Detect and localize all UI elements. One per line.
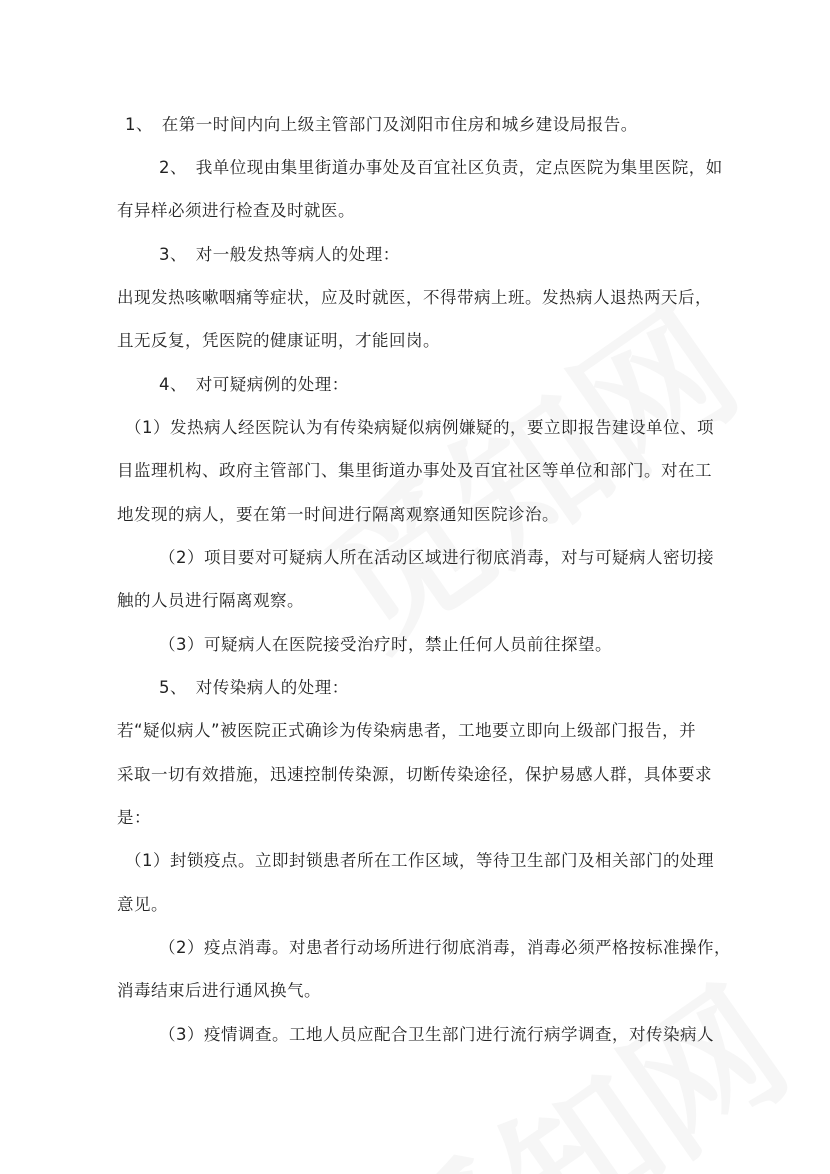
paragraph-line: 且无反复，凭医院的健康证明，才能回岗。 xyxy=(117,331,440,350)
section-heading: 4、 对可疑病例的处理： xyxy=(159,375,349,394)
paragraph-line: 目监理机构、政府主管部门、集里街道办事处及百宜社区等单位和部门。对在工 xyxy=(117,461,712,480)
paragraph-line: 出现发热咳嗽咽痛等症状，应及时就医，不得带病上班。发热病人退热两天后， xyxy=(117,288,712,307)
paragraph-line: 2、 我单位现由集里街道办事处及百宜社区负责，定点医院为集里医院，如 xyxy=(159,158,723,177)
paragraph-line: （2）项目要对可疑病人所在活动区域进行彻底消毒，对与可疑病人密切接 xyxy=(159,548,714,567)
paragraph-line: （3）疫情调查。工地人员应配合卫生部门进行流行病学调查，对传染病人 xyxy=(159,1025,714,1044)
paragraph-line: 消毒结束后进行通风换气。 xyxy=(117,981,321,1000)
paragraph-line: 有异样必须进行检查及时就医。 xyxy=(117,201,355,220)
paragraph-line: （1）发热病人经医院认为有传染病疑似病例嫌疑的，要立即报告建设单位、项 xyxy=(125,418,714,437)
paragraph-line: 1、 在第一时间内向上级主管部门及浏阳市住房和城乡建设局报告。 xyxy=(125,115,638,134)
paragraph-line: 意见。 xyxy=(117,895,168,914)
paragraph-line: 采取一切有效措施，迅速控制传染源，切断传染途径，保护易感人群，具体要求 xyxy=(117,765,712,784)
paragraph-line: 地发现的病人，要在第一时间进行隔离观察通知医院诊治。 xyxy=(117,505,559,524)
section-heading: 3、 对一般发热等病人的处理： xyxy=(159,245,400,264)
paragraph-line: （1）封锁疫点。立即封锁患者所在工作区域，等待卫生部门及相关部门的处理 xyxy=(125,851,714,870)
paragraph-line: （2）疫点消毒。对患者行动场所进行彻底消毒，消毒必须严格按标准操作， xyxy=(159,938,731,957)
paragraph-line: （3）可疑病人在医院接受治疗时，禁止任何人员前往探望。 xyxy=(159,635,612,654)
paragraph-line: 若“疑似病人”被医院正式确诊为传染病患者，工地要立即向上级部门报告，并 xyxy=(117,721,697,740)
paragraph-line: 是： xyxy=(117,808,151,827)
section-heading: 5、 对传染病人的处理： xyxy=(159,678,349,697)
paragraph-line: 触的人员进行隔离观察。 xyxy=(117,591,304,610)
watermark xyxy=(329,930,822,1174)
